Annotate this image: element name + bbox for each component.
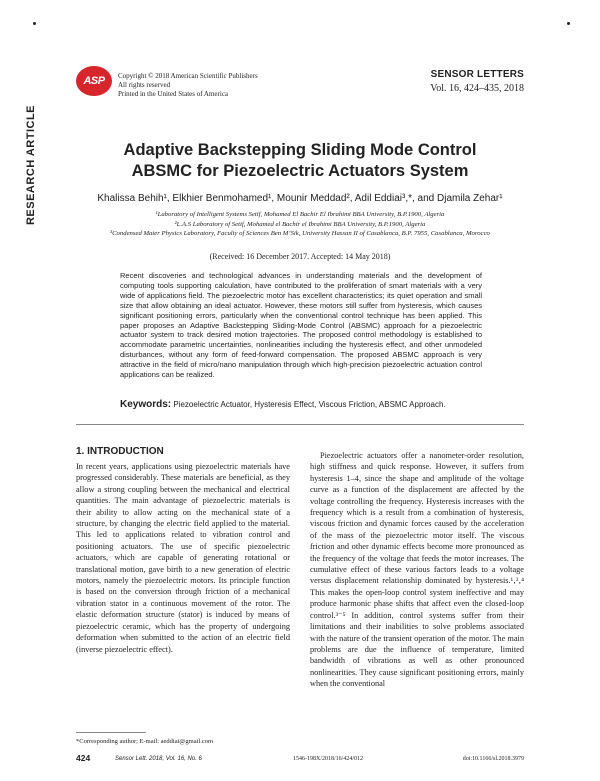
keywords-label: Keywords: bbox=[120, 399, 172, 410]
abstract: Recent discoveries and technological advances in understanding materials and the development of computing tools supporting calculation, have contributed to the proliferation of smart materials with a very wide of applications field. The piezoelectric motor has excellent characteristics; its quiet operation and small size that allow obtaining an ideal actuator. However, these motors still suffer from hysteresis, which causes significant positioning errors, particularly when the conventional control technique has been applied. This paper proposes an Adaptive Backstepping Sliding-Mode Control (ABSMC) approach for a piezoelectric actuator system to track desired motion trajectories. The proposed control methodology is established to accommodate parametric uncertainties, nonlinearities including the hysteresis effect, and other unmodeled disturbances, without any form of feed-forward compensation. The proposed ABSMC approach is very attractive in the field of micro/nano manipulation through which high-precision piezoelectric actuation control applications can be realized. bbox=[120, 271, 482, 380]
footer-issn: 1546-198X/2018/16/424/012 bbox=[293, 756, 363, 762]
title-line: Adaptive Backstepping Sliding Mode Control bbox=[123, 141, 477, 159]
affiliations bbox=[70, 210, 530, 239]
copyright-block bbox=[118, 72, 258, 99]
journal-title: SENSOR LETTERS bbox=[430, 69, 524, 80]
paper-title bbox=[76, 140, 524, 182]
author-list: Khalissa Behih¹, Elkhier Benmohamed¹, Mounir Meddad², Adil Eddiai³,*, and Djamila Zehar¹ bbox=[97, 193, 503, 204]
publisher-logo: ASP bbox=[76, 66, 112, 96]
article-type-sidebar bbox=[18, 100, 44, 230]
journal-header bbox=[430, 69, 524, 94]
copyright-line: Copyright © 2018 American Scientific Publishers bbox=[118, 72, 258, 80]
paragraph: Piezoelectric actuators offer a nanometer-order resolution, high stiffness and quick response. However, it suffers from hysteresis 1–4, since the shape and amplitude of the voltage curve as a function of the displacement are affected by the voltage controlling the frequency. Hysteresis increases with the frequency which is a result from a combination of hysteresis, viscous friction and dynamic forces caused by the acceleration of the mass of the piezoelectric motor itself. The viscous friction and other dynamic effects become more pronounced as the frequency of the voltage that feeds the motor increases. The cumulative effect of these various factors leads to a voltage versus displacement relationship dominated by hysteresis.¹‚²‚⁴ This makes the open-loop control system ineffective and may produce harmonic phase shifts that affect even the closed-loop control.³⁻⁵ In addition, control systems suffer from their limitations and their inabilities to solve problems associated with the nature of the transient operation of the motor. The main problems are due the influence of temperature, limited bandwidth of vibrations as well as other pronounced nonlinearities. They cause significant positioning errors, mainly when the conventional bbox=[310, 451, 524, 689]
keywords-list: Piezoelectric Actuator, Hysteresis Effect, Viscous Friction, ABSMC Approach. bbox=[173, 400, 446, 409]
title-line: ABSMC for Piezoelectric Actuators System bbox=[131, 162, 469, 180]
section-heading: 1. INTRODUCTION bbox=[76, 446, 164, 457]
copyright-line: Printed in the United States of America bbox=[118, 90, 229, 98]
footer-doi: doi:10.1166/sl.2018.3979 bbox=[462, 756, 524, 762]
affiliation: ²L.A.S Laboratory of Setif, Mohamed el Bachir el Ibrahimi BBA University, B.P.1900, Algeria bbox=[174, 220, 426, 228]
corner-mark-left bbox=[33, 22, 36, 25]
corresponding-author-note: *Corresponding author; E-mail: aeddiai@gmail.com bbox=[76, 738, 214, 745]
keywords bbox=[120, 399, 482, 410]
affiliation: ³Condensed Mater Physics Laboratory, Faculty of Sciences Ben M’Sik, University Hassan II of Casablanca, B.P. 7955, Casablanca, Morocco bbox=[110, 230, 490, 238]
copyright-line: All rights reserved bbox=[118, 81, 171, 89]
received-dates: (Received: 16 December 2017. Accepted: 14 May 2018) bbox=[209, 252, 391, 261]
volume-info: Vol. 16, 424–435, 2018 bbox=[430, 83, 524, 94]
corner-mark-right bbox=[567, 22, 570, 25]
sidebar-label: RESEARCH ARTICLE bbox=[25, 104, 37, 226]
body-column-right bbox=[310, 450, 524, 690]
paragraph: In recent years, applications using piezoelectric materials have progressed considerably. These materials are beneficial, as they allow a strong coupling between the mechanical and electrical quantities. The main advantage of piezoelectric materials is their ability to allow acting on the mechanical state of a structure, by changing the electric field applied to the material. This led to applications related to vibration control and positioning actuators. The use of specific piezoelectric actuators, which are capable of generating rotational or translational motion, gave birth to a new generation of electric motors, namely the piezoelectric motors. Its principle function is based on the conversion through friction of a mechanical vibration stator in a continuous movement of the rotor. The elastic deformation structure (stator) is induced by means of piezoelectric ceramic, which has the property of undergoing deformation when submitted to the action of an electric field (inverse piezoelectric effect). bbox=[76, 462, 290, 654]
footer-journal-ref: Sensor Lett. 2018, Vol. 16, No. 6 bbox=[115, 756, 202, 762]
affiliation: ¹Laboratory of Intelligent Systems Setif, Mohamed El Bachir El Ibrahimi BBA University, B.P.1900, Algeria bbox=[155, 211, 445, 218]
divider-rule bbox=[76, 424, 524, 425]
footnote-rule bbox=[76, 732, 146, 733]
page-number: 424 bbox=[76, 753, 91, 763]
body-column-left bbox=[76, 461, 290, 655]
